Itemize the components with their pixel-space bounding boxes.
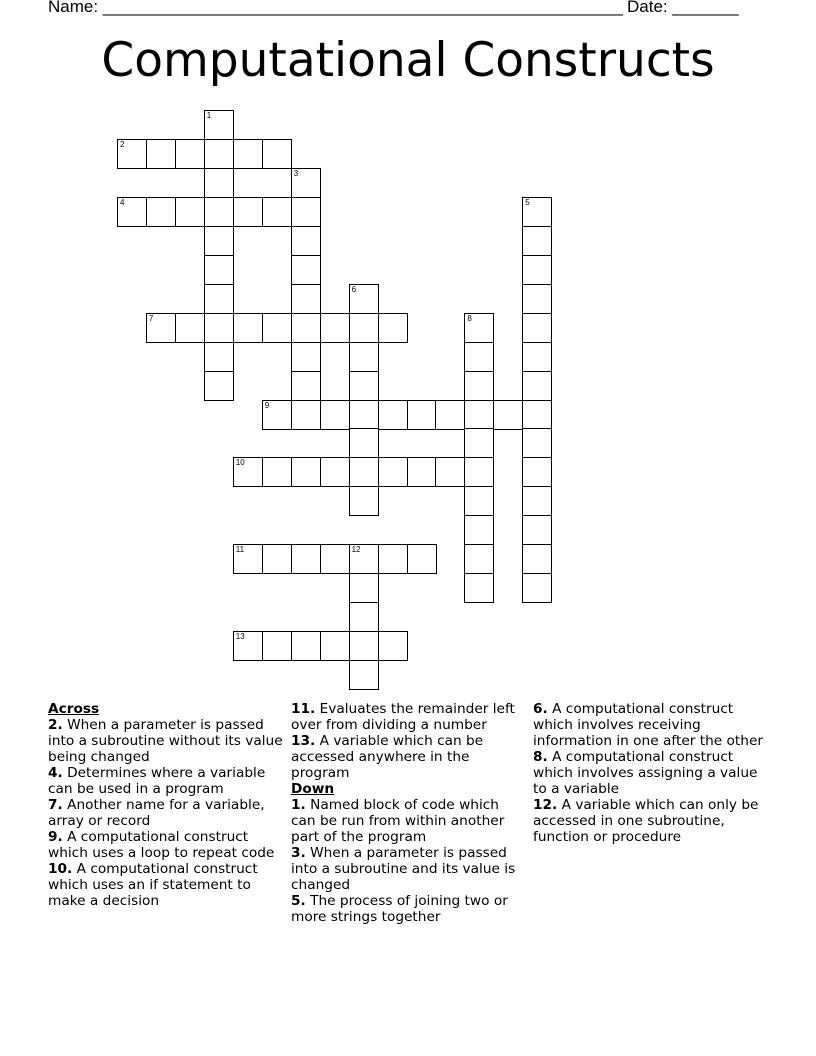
grid-cell[interactable]	[262, 457, 292, 487]
grid-cell[interactable]	[378, 544, 408, 574]
page-title: Computational Constructs	[101, 33, 715, 88]
grid-cell[interactable]	[464, 313, 494, 343]
grid-cell[interactable]	[320, 544, 350, 574]
grid-cell[interactable]	[204, 197, 234, 227]
clue-across-9: 9. A computational construct which uses a loop to repeat code	[48, 829, 275, 861]
grid-cell[interactable]	[349, 602, 379, 632]
grid-cell[interactable]	[522, 400, 552, 430]
grid-cell[interactable]	[117, 197, 147, 227]
grid-cell[interactable]	[320, 457, 350, 487]
grid-number: 9	[264, 400, 270, 410]
grid-cell[interactable]	[522, 486, 552, 516]
clue-across-7: 7. Another name for a variable, array or record	[48, 797, 265, 829]
grid-cell[interactable]	[522, 255, 552, 285]
clues-column-1	[48, 701, 284, 909]
grid-cell[interactable]	[291, 168, 321, 198]
grid-cell[interactable]	[522, 342, 552, 372]
grid-number: 11	[235, 545, 245, 555]
grid-cell[interactable]	[464, 342, 494, 372]
clue-down-12: 12. A variable which can only be accessed in one subroutine, function or procedure	[533, 797, 759, 845]
grid-cell[interactable]	[522, 544, 552, 574]
grid-cell[interactable]	[175, 197, 205, 227]
grid-cell[interactable]	[349, 457, 379, 487]
grid-cell[interactable]	[522, 226, 552, 256]
grid-cell[interactable]	[349, 631, 379, 661]
grid-number: 5	[525, 197, 530, 207]
grid-cell[interactable]	[522, 371, 552, 401]
grid-cell[interactable]	[349, 660, 379, 690]
grid-number: 6	[351, 284, 357, 294]
grid-cell[interactable]	[233, 313, 263, 343]
grid-cell[interactable]	[233, 544, 263, 574]
grid-number: 10	[235, 458, 245, 468]
grid-cell[interactable]	[291, 197, 321, 227]
grid-cell[interactable]	[291, 631, 321, 661]
name-line: Name: _______________________________________________________	[48, 0, 623, 16]
date-line: Date: _______	[627, 0, 739, 16]
grid-cell[interactable]	[522, 197, 552, 227]
grid-cell[interactable]	[522, 428, 552, 458]
grid-cell[interactable]	[291, 255, 321, 285]
clues-column-2	[291, 701, 527, 925]
clue-down-8: 8. A computational construct which involves assigning a value to a variable	[533, 749, 758, 797]
grid-cell[interactable]	[204, 110, 234, 140]
grid-cell[interactable]	[291, 313, 321, 343]
grid-cell[interactable]	[349, 573, 379, 603]
grid-cell[interactable]	[349, 544, 379, 574]
grid-cell[interactable]	[464, 515, 494, 545]
grid-cell[interactable]	[435, 457, 465, 487]
clue-across-4: 4. Determines where a variable can be used in a program	[48, 765, 266, 797]
grid-cell[interactable]	[204, 139, 234, 169]
grid-number: 1	[206, 111, 212, 120]
grid-number: 4	[120, 197, 125, 207]
clue-down-1: 1. Named block of code which can be run from within another part of the program	[291, 797, 505, 845]
grid-cell[interactable]	[349, 313, 379, 343]
grid-cell[interactable]	[349, 486, 379, 516]
clue-across-2: 2. When a parameter is passed into a subroutine without its value being changed	[48, 717, 283, 765]
grid-cell[interactable]	[291, 342, 321, 372]
grid-cell[interactable]	[522, 573, 552, 603]
clue-across-13: 13. A variable which can be accessed anywhere in the program	[291, 733, 484, 781]
grid-cell[interactable]	[146, 313, 176, 343]
grid-cell[interactable]	[291, 371, 321, 401]
grid-cell[interactable]	[407, 544, 437, 574]
grid-cell[interactable]	[522, 515, 552, 545]
grid-cell[interactable]	[522, 457, 552, 487]
grid-cell[interactable]	[378, 400, 408, 430]
grid-cell[interactable]	[435, 400, 465, 430]
across-heading: Across	[48, 701, 100, 717]
clue-across-11: 11. Evaluates the remainder left over from dividing a number	[291, 701, 515, 733]
grid-cell[interactable]	[320, 313, 350, 343]
grid-number: 7	[148, 313, 154, 323]
grid-cell[interactable]	[233, 457, 263, 487]
grid-cell[interactable]	[320, 400, 350, 430]
grid-cell[interactable]	[378, 313, 408, 343]
grid-cell[interactable]	[349, 371, 379, 401]
grid-cell[interactable]	[493, 400, 523, 430]
grid-cell[interactable]	[291, 284, 321, 314]
grid-cell[interactable]	[522, 313, 552, 343]
grid-cell[interactable]	[204, 371, 234, 401]
grid-cell[interactable]	[464, 573, 494, 603]
grid-cell[interactable]	[117, 139, 147, 169]
grid-number: 13	[235, 632, 245, 642]
grid-cell[interactable]	[204, 313, 234, 343]
grid-cell[interactable]	[464, 371, 494, 401]
down-heading: Down	[291, 781, 335, 797]
grid-cell[interactable]	[233, 197, 263, 227]
clue-down-3: 3. When a parameter is passed into a subroutine and its value is changed	[291, 845, 516, 893]
grid-cell[interactable]	[233, 139, 263, 169]
grid-cell[interactable]	[378, 631, 408, 661]
grid-cell[interactable]	[291, 226, 321, 256]
grid-number: 12	[351, 545, 361, 555]
grid-cell[interactable]	[175, 139, 205, 169]
grid-cell[interactable]	[291, 400, 321, 430]
clues-column-3	[533, 701, 769, 845]
grid-cell[interactable]	[349, 428, 379, 458]
grid-cell[interactable]	[204, 255, 234, 285]
grid-cell[interactable]	[204, 342, 234, 372]
grid-cell[interactable]	[464, 457, 494, 487]
grid-cell[interactable]	[291, 457, 321, 487]
grid-cell[interactable]	[464, 400, 494, 430]
grid-cell[interactable]	[349, 400, 379, 430]
grid-cell[interactable]	[262, 544, 292, 574]
grid-cell[interactable]	[407, 400, 437, 430]
grid-cell[interactable]	[262, 631, 292, 661]
clue-down-5: 5. The process of joining two or more strings together	[291, 893, 508, 925]
grid-number: 8	[467, 313, 472, 323]
grid-cell[interactable]	[464, 486, 494, 516]
grid-cell[interactable]	[175, 313, 205, 343]
grid-cell[interactable]	[464, 428, 494, 458]
grid-cell[interactable]	[204, 168, 234, 198]
grid-cell[interactable]	[262, 400, 292, 430]
grid-cell[interactable]	[349, 342, 379, 372]
grid-cell[interactable]	[262, 139, 292, 169]
grid-cell[interactable]	[407, 457, 437, 487]
grid-cell[interactable]	[291, 544, 321, 574]
grid-cell[interactable]	[378, 457, 408, 487]
grid-cell[interactable]	[233, 631, 263, 661]
clue-across-10: 10. A computational construct which uses an if statement to make a decision	[48, 861, 258, 909]
grid-cell[interactable]	[146, 139, 176, 169]
grid-number: 2	[120, 139, 125, 149]
grid-cell[interactable]	[522, 284, 552, 314]
grid-cell[interactable]	[262, 313, 292, 343]
grid-cell[interactable]	[204, 226, 234, 256]
grid-cell[interactable]	[262, 197, 292, 227]
clue-down-6: 6. A computational construct which involves receiving information in one after the other	[533, 701, 764, 749]
grid-number: 3	[293, 168, 299, 178]
grid-cell[interactable]	[204, 284, 234, 314]
grid-cell[interactable]	[146, 197, 176, 227]
grid-cell[interactable]	[320, 631, 350, 661]
grid-cell[interactable]	[464, 544, 494, 574]
grid-cell[interactable]	[349, 284, 379, 314]
